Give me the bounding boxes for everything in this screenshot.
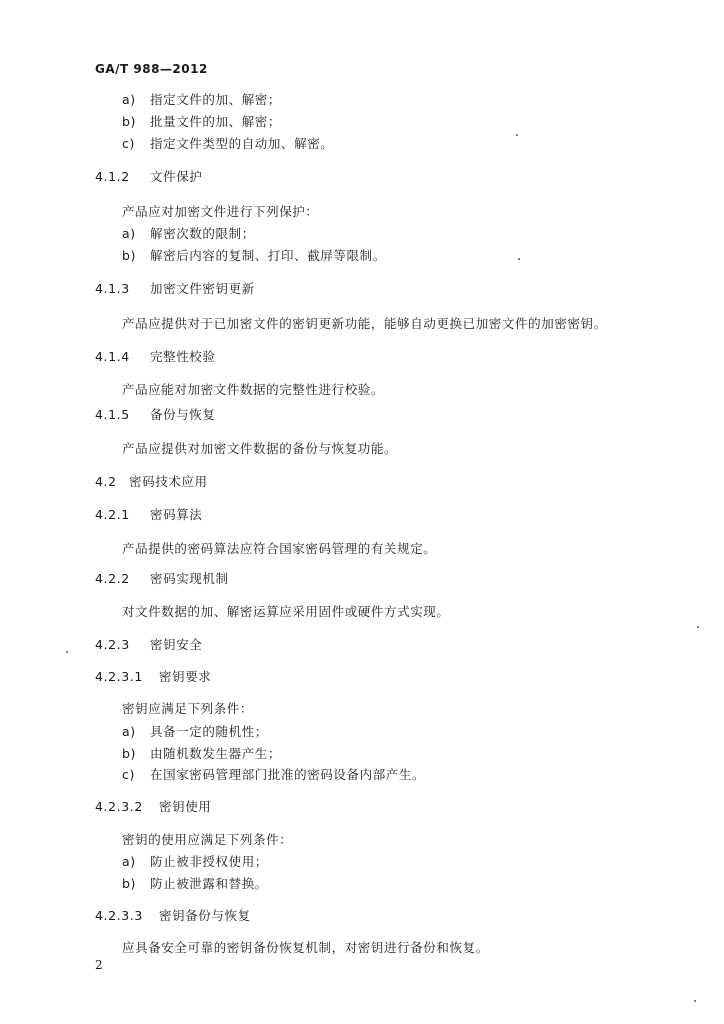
list-item (122, 767, 425, 783)
list-marker: c) (122, 767, 135, 782)
scan-speck (516, 134, 518, 136)
list-item-text: 批量文件的加、解密； (150, 114, 282, 129)
list-item (122, 876, 268, 892)
list-item-text: 指定文件的加、解密； (150, 92, 282, 107)
section-number: 4.2 (95, 474, 117, 489)
list-item (122, 724, 268, 740)
section-title: 加密文件密钥更新 (150, 281, 255, 296)
section-title: 密码技术应用 (129, 474, 208, 489)
section-number: 4.2.1 (95, 507, 130, 522)
paragraph: 产品提供的密码算法应符合国家密码管理的有关规定。 (122, 541, 437, 556)
list-marker: b) (122, 746, 137, 761)
list-item-text: 指定文件类型的自动加、解密。 (150, 136, 334, 151)
paragraph: 应具备安全可靠的密钥备份恢复机制，对密钥进行备份和恢复。 (122, 940, 489, 955)
section-heading (95, 908, 251, 924)
section-title: 密码实现机制 (150, 571, 229, 586)
paragraph: 密钥的使用应满足下列条件： (122, 832, 293, 847)
section-number: 4.1.2 (95, 169, 130, 184)
list-item (122, 136, 333, 152)
list-item (122, 746, 281, 762)
page-number: 2 (95, 958, 103, 972)
section-number: 4.2.3 (95, 637, 130, 652)
section-heading (95, 799, 211, 815)
list-marker: b) (122, 114, 137, 129)
section-number: 4.2.3.2 (95, 799, 143, 814)
section-number: 4.2.3.3 (95, 908, 143, 923)
section-heading (95, 669, 211, 685)
list-item (122, 854, 268, 870)
list-item-text: 具备一定的随机性； (150, 724, 268, 739)
list-item (122, 248, 386, 264)
paragraph: 产品应提供对于已加密文件的密钥更新功能，能够自动更换已加密文件的加密密钥。 (122, 316, 607, 331)
scan-speck (697, 626, 699, 628)
paragraph: 产品应能对加密文件数据的完整性进行校验。 (122, 382, 385, 397)
list-item-text: 解密次数的限制； (150, 226, 255, 241)
section-number: 4.2.2 (95, 571, 130, 586)
list-item-text: 在国家密码管理部门批准的密码设备内部产生。 (150, 767, 426, 782)
section-number: 4.1.5 (95, 407, 130, 422)
section-title: 文件保护 (150, 169, 203, 184)
section-heading (95, 507, 202, 523)
section-heading (95, 349, 216, 365)
section-heading (95, 637, 202, 653)
section-title: 密码算法 (150, 507, 203, 522)
scan-speck (66, 651, 68, 653)
section-title: 完整性校验 (150, 349, 216, 364)
standard-code-header: GA/T 988—2012 (95, 62, 208, 76)
section-title: 密钥备份与恢复 (159, 908, 251, 923)
section-heading (95, 407, 216, 423)
list-marker: a) (122, 92, 136, 107)
section-title: 密钥安全 (150, 637, 203, 652)
section-number: 4.2.3.1 (95, 669, 143, 684)
list-item-text: 防止被泄露和替换。 (150, 876, 268, 891)
paragraph: 产品应提供对加密文件数据的备份与恢复功能。 (122, 441, 398, 456)
section-title: 密钥使用 (159, 799, 212, 814)
list-marker: b) (122, 876, 137, 891)
list-item (122, 92, 281, 108)
section-number: 4.1.4 (95, 349, 130, 364)
list-item (122, 114, 281, 130)
section-title: 密钥要求 (159, 669, 212, 684)
section-heading (95, 169, 202, 185)
list-marker: b) (122, 248, 137, 263)
list-marker: a) (122, 854, 136, 869)
section-heading (95, 571, 229, 587)
section-heading (95, 474, 208, 490)
list-marker: a) (122, 724, 136, 739)
section-number: 4.1.3 (95, 281, 130, 296)
list-item-text: 解密后内容的复制、打印、截屏等限制。 (150, 248, 386, 263)
paragraph: 产品应对加密文件进行下列保护： (122, 204, 319, 219)
paragraph: 对文件数据的加、解密运算应采用固件或硬件方式实现。 (122, 604, 450, 619)
paragraph: 密钥应满足下列条件： (122, 701, 254, 716)
list-marker: a) (122, 226, 136, 241)
section-title: 备份与恢复 (150, 407, 216, 422)
list-item-text: 防止被非授权使用； (150, 854, 268, 869)
scan-speck (694, 1000, 696, 1002)
section-heading (95, 281, 255, 297)
scan-speck (518, 258, 520, 260)
list-marker: c) (122, 136, 135, 151)
list-item (122, 226, 255, 242)
list-item-text: 由随机数发生器产生； (150, 746, 282, 761)
